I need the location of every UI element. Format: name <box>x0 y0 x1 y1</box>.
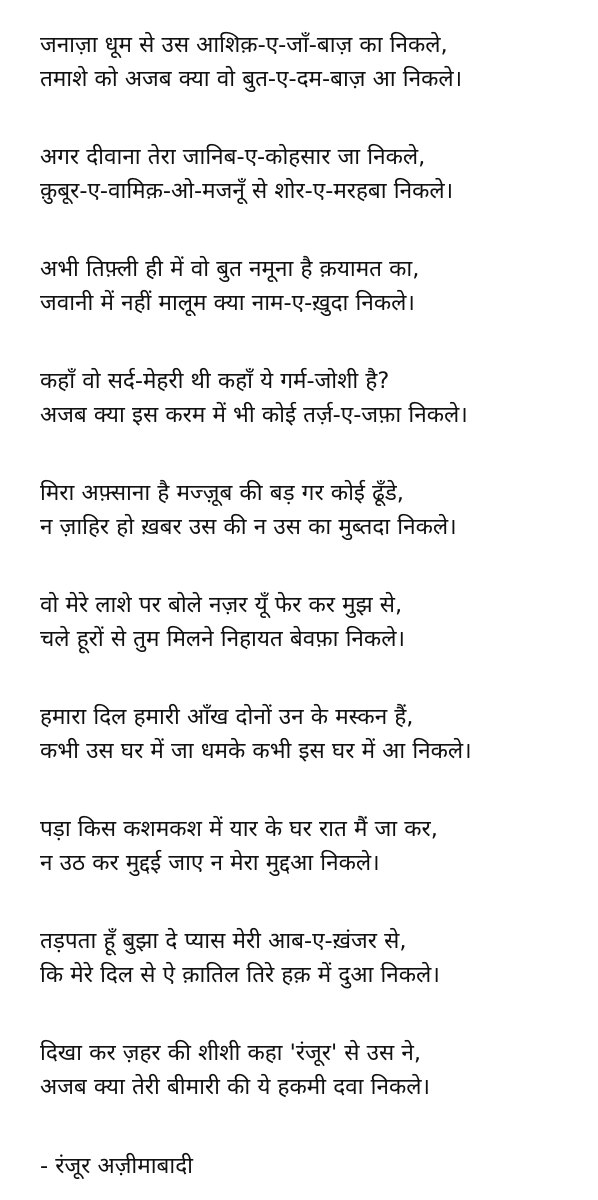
poem-line: पड़ा किस कशमकश में यार के घर रात मैं जा कर, <box>40 816 438 842</box>
poem-line: न उठ कर मुद्दई जाए न मेरा मुद्दआ निकले। <box>40 850 380 876</box>
stanza-6 <box>40 588 592 656</box>
poet-attribution: - रंजूर अज़ीमाबादी <box>40 1153 193 1179</box>
stanza-4 <box>40 364 592 432</box>
stanza-1 <box>40 28 592 96</box>
stanza-10 <box>40 1036 592 1104</box>
poem-line: तमाशे को अजब क्या वो बुत-ए-दम-बाज़ आ निकले। <box>40 66 463 92</box>
stanza-5 <box>40 476 592 544</box>
poem-line: कहाँ वो सर्द-मेहरी थी कहाँ ये गर्म-जोशी है? <box>40 368 390 394</box>
stanza-3 <box>40 252 592 320</box>
poem-line: क़ुबूर-ए-वामिक़-ओ-मजनूँ से शोर-ए-मरहबा निकले। <box>40 178 454 204</box>
stanza-8 <box>40 812 592 880</box>
stanza-2 <box>40 140 592 208</box>
poem-line: अभी तिफ़्ली ही में वो बुत नमूना है क़यामत का, <box>40 256 420 282</box>
poem-line: तड़पता हूँ बुझा दे प्यास मेरी आब-ए-ख़ंजर से, <box>40 928 407 954</box>
poem-line: अजब क्या इस करम में भी कोई तर्ज़-ए-जफ़ा निकले। <box>40 402 468 428</box>
poem-line: अगर दीवाना तेरा जानिब-ए-कोहसार जा निकले, <box>40 144 426 170</box>
poem-line: जवानी में नहीं मालूम क्या नाम-ए-ख़ुदा निकले। <box>40 290 415 316</box>
poem-line: वो मेरे लाशे पर बोले नज़र यूँ फेर कर मुझ से, <box>40 592 403 618</box>
poem-line: चले हूरों से तुम मिलने निहायत बेवफ़ा निकले। <box>40 626 405 652</box>
poem-line: मिरा अफ़्साना है मज्ज़ूब की बड़ गर कोई ढूँडे, <box>40 480 404 506</box>
poem-line: जनाज़ा धूम से उस आशिक़-ए-जाँ-बाज़ का निकले, <box>40 32 448 58</box>
poem-text <box>40 28 592 1148</box>
poem-line: अजब क्या तेरी बीमारी की ये हकमी दवा निकले। <box>40 1074 431 1100</box>
poem-line: कभी उस घर में जा धमके कभी इस घर में आ निकले। <box>40 738 472 764</box>
stanza-7 <box>40 700 592 768</box>
stanza-9 <box>40 924 592 992</box>
poem-line: दिखा कर ज़हर की शीशी कहा 'रंजूर' से उस ने, <box>40 1040 421 1066</box>
poem-line: न ज़ाहिर हो ख़बर उस की न उस का मुब्तदा निकले। <box>40 514 457 540</box>
poem-line: कि मेरे दिल से ऐ क़ातिल तिरे हक़ में दुआ निकले। <box>40 962 440 988</box>
poem-line: हमारा दिल हमारी आँख दोनों उन के मस्कन हैं, <box>40 704 414 730</box>
